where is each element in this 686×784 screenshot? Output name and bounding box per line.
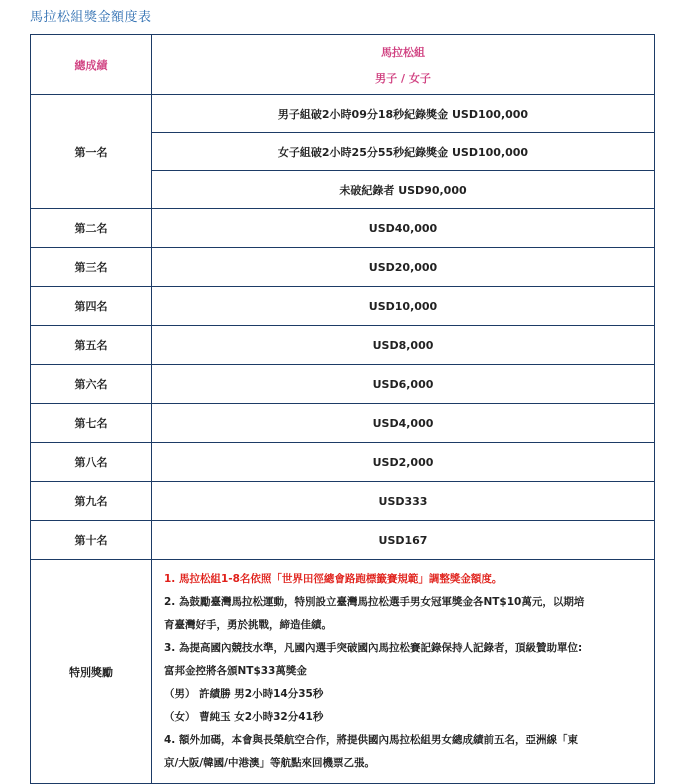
prize-table [30, 34, 655, 784]
rank-cell: 第四名 [31, 287, 152, 326]
note-line: （男） 許績勝 男2小時14分35秒 [164, 688, 324, 700]
prize-cell: USD333 [152, 482, 655, 521]
rank-cell: 第三名 [31, 248, 152, 287]
note-line: 京/大阪/韓國/中港澳」等航點來回機票乙張。 [164, 757, 376, 769]
prize-cell: USD20,000 [152, 248, 655, 287]
note-line-highlight: 1. 馬拉松組1-8名依照「世界田徑總會路跑標籤賽規範」調整獎金額度。 [164, 573, 503, 585]
special-award-label: 特別獎勵 [31, 560, 152, 784]
table-row [31, 443, 655, 482]
rank-cell: 第八名 [31, 443, 152, 482]
table-row [31, 482, 655, 521]
table-row [31, 209, 655, 248]
page-title: 馬拉松組獎金額度表 [30, 10, 152, 25]
prize-cell: USD167 [152, 521, 655, 560]
note-line: 富邦金控將各頒NT$33萬獎金 [164, 665, 307, 677]
prize-cell: USD6,000 [152, 365, 655, 404]
table-row [31, 95, 655, 133]
note-line: 育臺灣好手，勇於挑戰，締造佳績。 [164, 619, 332, 631]
rank-cell: 第十名 [31, 521, 152, 560]
header-group-cell [152, 35, 655, 95]
prize-cell: USD10,000 [152, 287, 655, 326]
prize-cell: USD2,000 [152, 443, 655, 482]
note-line: 4. 額外加碼，本會與長榮航空合作，將提供國內馬拉松組男女總成績前五名，亞洲線「東 [164, 734, 578, 746]
prize-cell: USD4,000 [152, 404, 655, 443]
note-line: 2. 為鼓勵臺灣馬拉松運動，特別設立臺灣馬拉松選手男女冠軍獎金各NT$10萬元，以期培 [164, 596, 585, 608]
note-line: （女） 曹純玉 女2小時32分41秒 [164, 711, 324, 723]
rank-cell: 第九名 [31, 482, 152, 521]
special-award-notes [152, 560, 655, 784]
rank-cell: 第五名 [31, 326, 152, 365]
rank-cell-first: 第一名 [31, 95, 152, 209]
header-sub-label: 男子 / 女子 [375, 71, 431, 85]
table-header-row [31, 35, 655, 95]
rank-cell: 第七名 [31, 404, 152, 443]
rank-cell: 第六名 [31, 365, 152, 404]
header-rank-label: 總成績 [31, 35, 152, 95]
prize-cell: USD40,000 [152, 209, 655, 248]
table-row [31, 287, 655, 326]
table-row [31, 521, 655, 560]
table-row [31, 248, 655, 287]
prize-cell-first-women-record: 女子組破2小時25分55秒紀錄獎金 USD100,000 [152, 133, 655, 171]
table-row [31, 326, 655, 365]
prize-cell: USD8,000 [152, 326, 655, 365]
rank-cell: 第二名 [31, 209, 152, 248]
table-row [31, 404, 655, 443]
note-line: 3. 為提高國內競技水準，凡國內選手突破國內馬拉松賽記錄保持人記錄者，頂級贊助單位: [164, 642, 583, 654]
prize-cell-first-no-record: 未破紀錄者 USD90,000 [152, 171, 655, 209]
special-award-row [31, 560, 655, 784]
prize-cell-first-men-record: 男子組破2小時09分18秒紀錄獎金 USD100,000 [152, 95, 655, 133]
table-row [31, 365, 655, 404]
header-group-label: 馬拉松組 [381, 45, 425, 59]
